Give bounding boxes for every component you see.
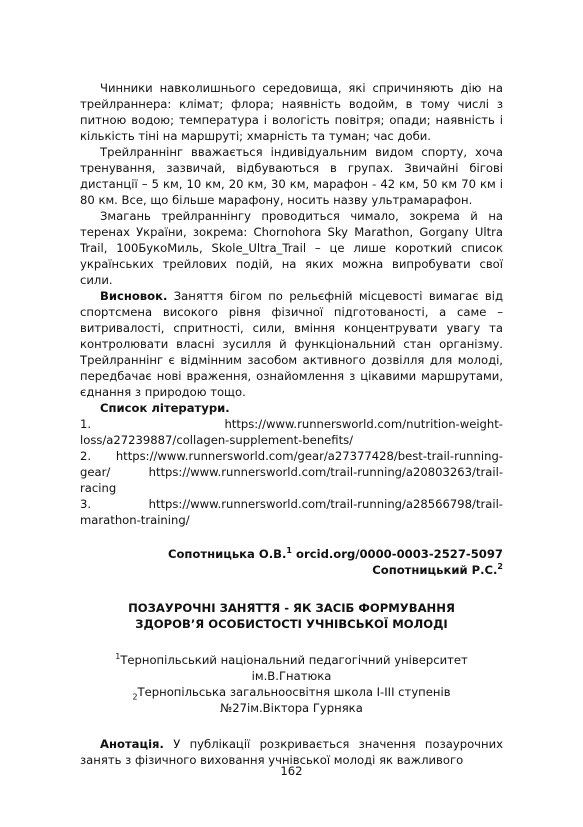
affiliation-1-mark: 1 — [115, 652, 121, 662]
page-content — [80, 80, 503, 768]
annotation-label: Анотація. — [100, 737, 164, 751]
paragraph-trail-running-distances: Трейлраннінг вважається індивідуальним видом спорту, хоча тренування, зазвичай, відбуваються в групах. Звичайні бігові дистанції – 5 км, 10 км, 20 км, 30 км, марафон - 42 км, 50 км 70 км і 80 км. Все, що більше марафону, носить назву ультрамарафон. — [80, 145, 503, 207]
author-2-mark: 2 — [497, 562, 503, 572]
paragraph-environment-factors: Чинники навколишнього середовища, які спричиняють дію на трейлраннера: клімат; флора; наявність водойм, в тому числі з питною водою; температура і вологість повітря; опади; наявність і кількість тіні на маршруті; хмарність та туман; час доби. — [80, 81, 503, 143]
conclusion-text: Заняття бігом по рельєфній місцевості вимагає від спортсмена високого рівня фізичної підготованості, а саме – витривалості, спритності, сили, вміння концентрувати увагу та контролювати власні зусилля й функціональний стан організму. Трейлраннінг є відмінним засобом активного дозвілля для молоді, передбачає нові враження, ознайомлення з цікавими маршрутами, єднання з природою тощо. — [80, 289, 503, 399]
affiliation-2-mark: 2 — [132, 692, 138, 702]
page-number: 162 — [280, 764, 303, 778]
paragraph-competitions: Змагань трейлраннінгу проводиться чимало, зокрема й на теренах України, зокрема: Chornohora Sky Marathon, Gorgany Ultra Trail, 100БукоМиль, Skole_Ultra_Trail – це лише короткий список українських трейлових подій, на яких можна випробувати свої сили. — [80, 209, 503, 287]
author-1-orcid: orcid.org/0000-0003-2527-5097 — [292, 547, 503, 561]
reference-item-2: 2. https://www.runnersworld.com/gear/a27377428/best-trail-running-gear/ https://www.runnersworld.com/trail-running/a20803263/trail-racing — [80, 449, 503, 495]
reference-item-1: 1. https://www.runnersworld.com/nutrition-weight-loss/a27239887/collagen-supplement-benefits/ — [80, 417, 503, 447]
affiliations-block — [80, 652, 503, 716]
author-1-mark: 1 — [286, 546, 292, 556]
reference-item-3: 3. https://www.runnersworld.com/trail-running/a28566798/trail-marathon-training/ — [80, 497, 503, 527]
conclusion-label: Висновок. — [100, 289, 168, 303]
affiliation-1-line-2: ім.В.Гнатюка — [251, 669, 332, 683]
references-list — [80, 416, 503, 528]
affiliation-2-line-2: №27ім.Віктора Гурняка — [220, 701, 363, 715]
references-heading: Список літератури. — [100, 401, 230, 415]
author-2-name: Сопотницький Р.С. — [372, 563, 498, 577]
title-line-2: ЗДОРОВ’Я ОСОБИСТОСТІ УЧНІВСЬКОЇ МОЛОДІ — [135, 617, 448, 631]
author-2 — [80, 562, 503, 578]
author-1 — [80, 546, 503, 562]
affiliation-1-name: Тернопільський національний педагогічний університет — [120, 653, 468, 667]
affiliation-1-line-1 — [80, 652, 503, 668]
article-title — [80, 600, 503, 632]
affiliation-2-line-1 — [80, 684, 503, 700]
affiliation-2-name: Тернопільська загальноосвітня школа I-III ступенів — [137, 685, 451, 699]
title-line-1: ПОЗАУРОЧНІ ЗАНЯТТЯ - ЯК ЗАСІБ ФОРМУВАННЯ — [128, 601, 455, 615]
paragraph-conclusion — [80, 288, 503, 400]
author-1-name: Сопотницька О.В. — [167, 547, 287, 561]
annotation-text: У публікації розкривається значення позаурочних занять з фізичного виховання учнівської молоді як важливого — [80, 737, 503, 767]
authors-block — [80, 546, 503, 578]
